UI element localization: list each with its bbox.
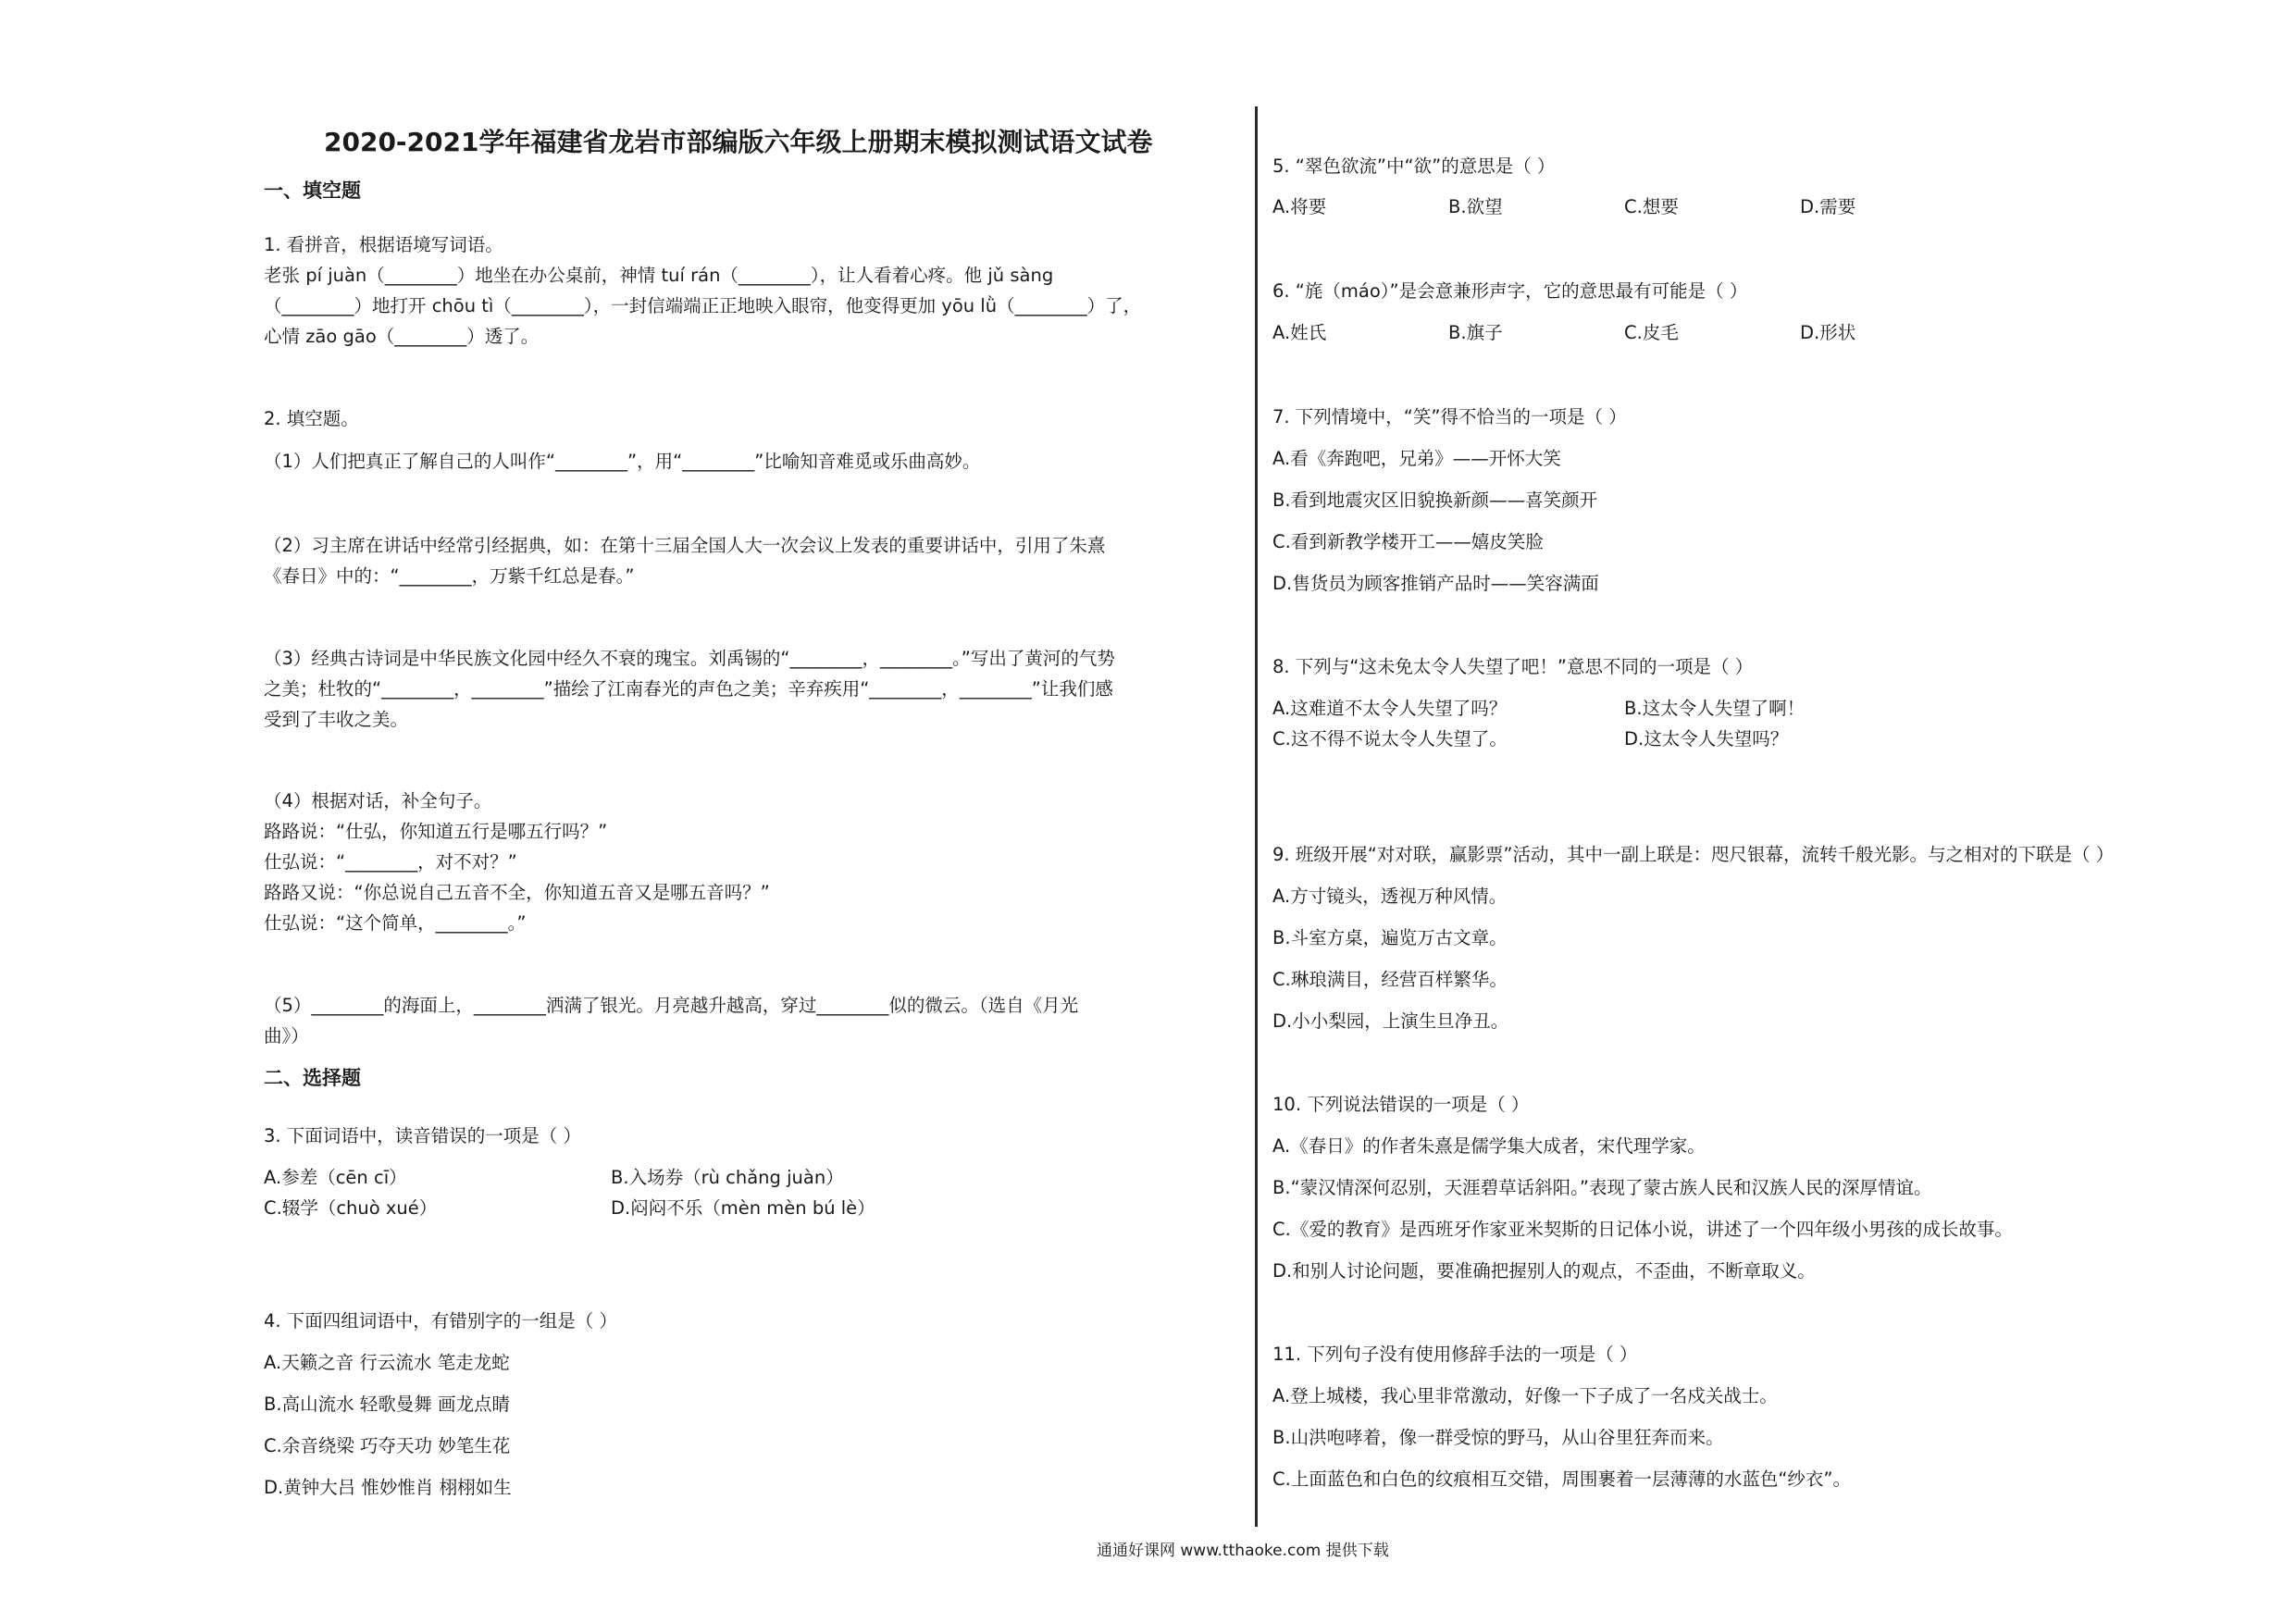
section-fill-heading: 一、填空题 — [264, 180, 361, 202]
q2-part4-line2: 路路说：“仕弘，你知道五行是哪五行吗？” — [264, 821, 608, 842]
q3-option-b: B.入场券（rù chǎng juàn） — [611, 1167, 844, 1188]
q2-part2-line1: （2）习主席在讲话中经常引经据典，如：在第十三届全国人大一次会议上发表的重要讲话中，引用了朱熹 — [264, 535, 1106, 556]
q8-option-c: C.这不得不说太令人失望了。 — [1272, 728, 1508, 750]
q2-part1: （1）人们把真正了解自己的人叫作“________”，用“________”比喻知音难觅或乐曲高妙。 — [264, 451, 981, 472]
q3-option-c: C.辍学（chuò xué） — [264, 1197, 438, 1219]
q6-option-b: B.旗子 — [1448, 322, 1503, 343]
q7-option-c: C.看到新教学楼开工——嬉皮笑脸 — [1272, 531, 1544, 552]
q11-option-a: A.登上城楼，我心里非常激动，好像一下子成了一名戍关战士。 — [1272, 1385, 1778, 1406]
q2-part5-line2: 曲》） — [264, 1025, 309, 1047]
q7-option-d: D.售货员为顾客推销产品时——笑容满面 — [1272, 573, 1599, 594]
q2-part3-line2: 之美；杜牧的“________，________”描绘了江南春光的声色之美；辛弃疾用“________，________”让我们感 — [264, 678, 1113, 700]
q1-line-2: （________）地打开 chōu tì（________），一封信端端正正地映入眼帘，他变得更加 yōu lǜ（________）了， — [264, 295, 1142, 316]
page-footer: 通通好课网 www.tthaoke.com 提供下载 — [1097, 1542, 1389, 1560]
q5-stem: 5. “翠色欲流”中“欲”的意思是（ ） — [1272, 155, 1556, 177]
q2-stem: 2. 填空题。 — [264, 408, 359, 429]
q10-option-c: C.《爱的教育》是西班牙作家亚米契斯的日记体小说，讲述了一个四年级小男孩的成长故事。 — [1272, 1219, 2013, 1240]
q8-stem: 8. 下列与“这未免太令人失望了吧！”意思不同的一项是（ ） — [1272, 656, 1754, 677]
q4-option-c: C.余音绕梁 巧夺天功 妙笔生花 — [264, 1435, 511, 1456]
q10-option-a: A.《春日》的作者朱熹是儒学集大成者，宋代理学家。 — [1272, 1135, 1706, 1157]
q10-stem: 10. 下列说法错误的一项是（ ） — [1272, 1094, 1530, 1115]
q1-line-3: 心情 zāo gāo（________）透了。 — [264, 326, 540, 347]
q8-option-a: A.这难道不太令人失望了吗？ — [1272, 698, 1508, 719]
q6-stem: 6. “旄（máo）”是会意兼形声字，它的意思最有可能是（ ） — [1272, 280, 1748, 302]
q9-stem: 9. 班级开展“对对联，赢影票”活动，其中一副上联是：咫尺银幕，流转千般光影。与之相对的下联是（ ） — [1272, 844, 2115, 865]
exam-title: 2020-2021学年福建省龙岩市部编版六年级上册期末模拟测试语文试卷 — [324, 127, 1153, 157]
q2-part4-line1: （4）根据对话，补全句子。 — [264, 790, 492, 812]
q2-part3-line3: 受到了丰收之美。 — [264, 709, 409, 730]
q10-option-d: D.和别人讨论问题，要准确把握别人的观点，不歪曲，不断章取义。 — [1272, 1260, 1816, 1282]
q9-option-b: B.斗室方桌，遍览万古文章。 — [1272, 927, 1508, 948]
q3-stem: 3. 下面词语中，读音错误的一项是（ ） — [264, 1125, 582, 1146]
q2-part3-line1: （3）经典古诗词是中华民族文化园中经久不衰的瑰宝。刘禹锡的“________，________。”写出了黄河的气势 — [264, 648, 1115, 669]
q7-stem: 7. 下列情境中，“笑”得不恰当的一项是（ ） — [1272, 406, 1627, 427]
column-divider — [1255, 106, 1258, 1527]
q8-option-b: B.这太令人失望了啊！ — [1624, 698, 1806, 719]
q5-option-b: B.欲望 — [1448, 196, 1503, 217]
q1-line-1: 老张 pí juàn（________）地坐在办公桌前，神情 tuí rán（________），让人看着心疼。他 jǔ sàng — [264, 265, 1054, 286]
q4-option-a: A.天籁之音 行云流水 笔走龙蛇 — [264, 1352, 510, 1373]
q10-option-b: B.“蒙汉情深何忍别，天涯碧草话斜阳。”表现了蒙古族人民和汉族人民的深厚情谊。 — [1272, 1177, 1932, 1198]
q11-option-b: B.山洪咆哮着，像一群受惊的野马，从山谷里狂奔而来。 — [1272, 1427, 1724, 1448]
q6-option-a: A.姓氏 — [1272, 322, 1327, 343]
q5-option-d: D.需要 — [1800, 196, 1856, 217]
q11-stem: 11. 下列句子没有使用修辞手法的一项是（ ） — [1272, 1344, 1638, 1365]
q9-option-d: D.小小梨园，上演生旦净丑。 — [1272, 1010, 1509, 1032]
q8-option-d: D.这太令人失望吗？ — [1624, 728, 1789, 750]
q7-option-b: B.看到地震灾区旧貌换新颜——喜笑颜开 — [1272, 489, 1598, 511]
q7-option-a: A.看《奔跑吧，兄弟》——开怀大笑 — [1272, 448, 1561, 469]
q2-part4-line4: 路路又说：“你总说自己五音不全，你知道五音又是哪五音吗？” — [264, 882, 770, 903]
q11-option-c: C.上面蓝色和白色的纹痕相互交错，周围裹着一层薄薄的水蓝色“纱衣”。 — [1272, 1468, 1852, 1490]
q4-stem: 4. 下面四组词语中，有错别字的一组是（ ） — [264, 1310, 618, 1332]
q2-part4-line5: 仕弘说：“这个简单，________。” — [264, 912, 527, 934]
q2-part5-line1: （5）________的海面上，________洒满了银光。月亮越升越高，穿过________似的微云。（选自《月光 — [264, 995, 1079, 1016]
q2-part2-line2: 《春日》中的：“________，万紫千红总是春。” — [264, 565, 635, 587]
q3-option-d: D.闷闷不乐（mèn mèn bú lè） — [611, 1197, 875, 1219]
q9-option-c: C.琳琅满目，经营百样繁华。 — [1272, 969, 1508, 990]
section-choice-heading: 二、选择题 — [264, 1067, 361, 1089]
q6-option-c: C.皮毛 — [1624, 322, 1679, 343]
q2-part4-line3: 仕弘说：“________，对不对？” — [264, 851, 517, 873]
q4-option-d: D.黄钟大吕 惟妙惟肖 栩栩如生 — [264, 1477, 512, 1498]
q9-option-a: A.方寸镜头，透视万种风情。 — [1272, 886, 1508, 907]
q5-option-c: C.想要 — [1624, 196, 1679, 217]
q6-option-d: D.形状 — [1800, 322, 1856, 343]
q3-option-a: A.参差（cēn cī） — [264, 1167, 407, 1188]
q4-option-b: B.高山流水 轻歌曼舞 画龙点睛 — [264, 1394, 510, 1415]
q5-option-a: A.将要 — [1272, 196, 1327, 217]
q1-stem: 1. 看拼音，根据语境写词语。 — [264, 234, 503, 255]
